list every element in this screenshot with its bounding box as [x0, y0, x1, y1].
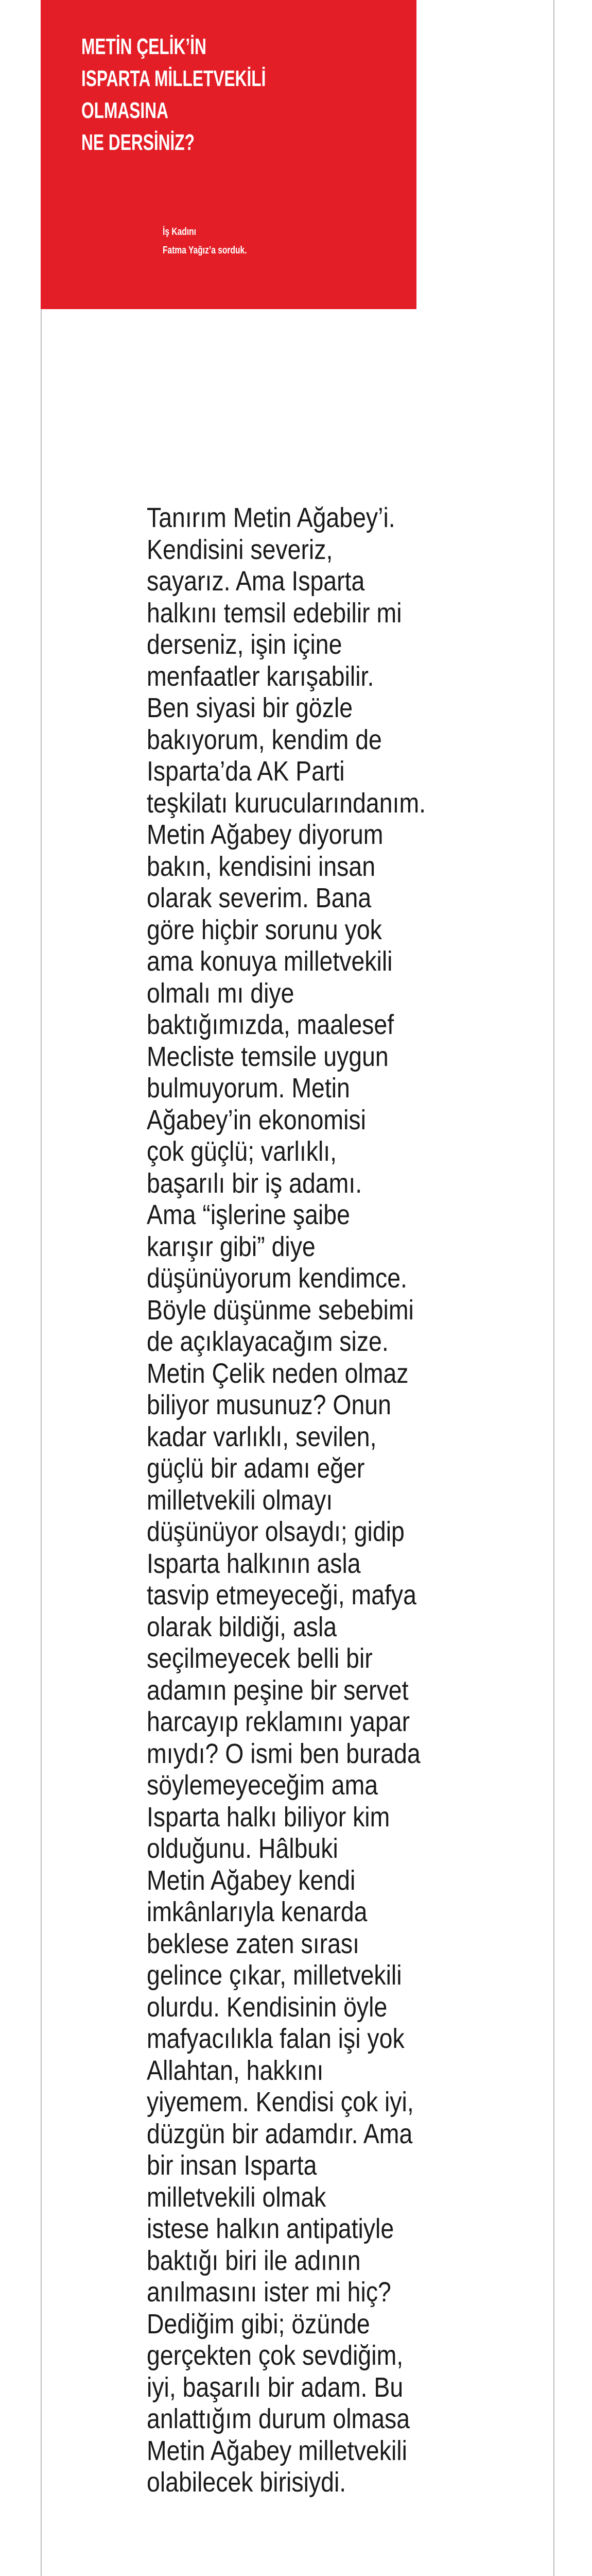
article-line: Metin Ağabey kendi	[147, 1865, 356, 1896]
article-line: Ama “işlerine şaibe	[147, 1199, 350, 1230]
article-line: Isparta halkının asla	[147, 1548, 361, 1579]
article-line: Kendisini severiz,	[147, 534, 333, 565]
article-line: derseniz, işin içine	[147, 629, 342, 660]
article-line: olurdu. Kendisinin öyle	[147, 1991, 388, 2023]
article-line: baktığı biri ile adının	[147, 2245, 361, 2276]
article-line: gerçekten çok sevdiğim,	[147, 2340, 404, 2371]
article-line: imkânlarıyla kenarda	[147, 1896, 368, 1927]
left-margin	[0, 0, 41, 2576]
article-line: Mecliste temsile uygun	[147, 1041, 389, 1072]
article-line: mıydı? O ismi ben burada	[147, 1738, 421, 1769]
headline: METİN ÇELİK’İN ISPARTA MİLLETVEKİLİ OLMASINA NE DERSİNİZ?	[81, 34, 266, 155]
article-line: Metin Ağabey diyorum	[147, 819, 384, 850]
article-line: harcayıp reklamını yapar	[147, 1706, 410, 1737]
article-line: kadar varlıklı, sevilen,	[147, 1421, 377, 1452]
article-line: bakın, kendisini insan	[147, 851, 376, 882]
article-line: beklese zaten sırası	[147, 1928, 360, 1959]
article-line: düşünüyor olsaydı; gidip	[147, 1516, 405, 1547]
article-line: halkını temsil edebilir mi	[147, 597, 402, 629]
article-line: olarak bildiği, asla	[147, 1611, 337, 1642]
article-line: karışır gibi” diye	[147, 1231, 316, 1262]
article-line: düzgün bir adamdır. Ama	[147, 2118, 413, 2149]
article-line: olduğunu. Hâlbuki	[147, 1833, 338, 1864]
article-body	[147, 502, 486, 2499]
article-line: iyi, başarılı bir adam. Bu	[147, 2371, 404, 2403]
article-line: başarılı bir iş adamı.	[147, 1167, 362, 1199]
article-line: anlattığım durum olmasa	[147, 2403, 410, 2434]
article-line: anılmasını ister mi hiç?	[147, 2277, 391, 2308]
article-line: düşünüyorum kendimce.	[147, 1263, 407, 1294]
article-line: adamın peşine bir servet	[147, 1674, 409, 1706]
article-line: Allahtan, hakkını	[147, 2055, 324, 2086]
article-line: milletvekili olmak	[147, 2181, 326, 2213]
right-border-line	[553, 0, 554, 2576]
article-line: Metin Ağabey milletvekili	[147, 2435, 407, 2466]
article-line: sayarız. Ama Isparta	[147, 566, 365, 597]
article-line: Isparta halkı biliyor kim	[147, 1801, 390, 1833]
article-line: seçilmeyecek belli bir	[147, 1643, 373, 1674]
article-line: istese halkın antipatiyle	[147, 2213, 394, 2244]
article-line: Isparta’da AK Parti	[147, 756, 345, 787]
article-line: Böyle düşünme sebebimi	[147, 1294, 414, 1326]
left-border-line	[41, 0, 42, 2576]
article-line: olabilecek birisiydi.	[147, 2467, 346, 2498]
article-line: yiyemem. Kendisi çok iyi,	[147, 2087, 414, 2117]
article-line: bir insan Isparta	[147, 2150, 317, 2181]
article-line: Tanırım Metin Ağabey’i.	[147, 502, 395, 533]
article-line: olmalı mı diye	[147, 977, 294, 1009]
article-line: bakıyorum, kendim de	[147, 724, 382, 755]
article-line: ama konuya milletvekili	[147, 946, 393, 977]
article-line: menfaatler karışabilir.	[147, 660, 374, 692]
article-line: güçlü bir adamı eğer	[147, 1453, 365, 1484]
article-line: olarak severim. Bana	[147, 883, 372, 913]
article-line: mafyacılıkla falan işi yok	[147, 2023, 405, 2054]
byline-role: İş Kadını	[163, 226, 197, 238]
article-line: baktığımızda, maalesef	[147, 1009, 394, 1040]
article-line: de açıklayacağım size.	[147, 1326, 389, 1357]
article-line: Dediğim gibi; özünde	[147, 2308, 370, 2340]
article-line: teşkilatı kurucularındanım.	[147, 787, 426, 819]
article-line: göre hiçbir sorunu yok	[147, 914, 382, 945]
article-line: Ben siyasi bir gözle	[147, 692, 353, 723]
byline-interview: Fatma Yağız’a sorduk.	[163, 245, 247, 256]
byline	[163, 223, 247, 260]
article-line: milletvekili olmayı	[147, 1484, 333, 1516]
article-line: Metin Çelik neden olmaz	[147, 1358, 409, 1389]
article-line: bulmuyorum. Metin	[147, 1073, 350, 1104]
article-line: gelince çıkar, milletvekili	[147, 1960, 402, 1991]
article-line: çok güçlü; varlıklı,	[147, 1136, 337, 1167]
article-line: Ağabey’in ekonomisi	[147, 1104, 366, 1136]
article-line: tasvip etmeyeceği, mafya	[147, 1580, 416, 1611]
article-line: söylemeyeceğim ama	[147, 1770, 378, 1801]
article-line: biliyor musunuz? Onun	[147, 1389, 391, 1420]
